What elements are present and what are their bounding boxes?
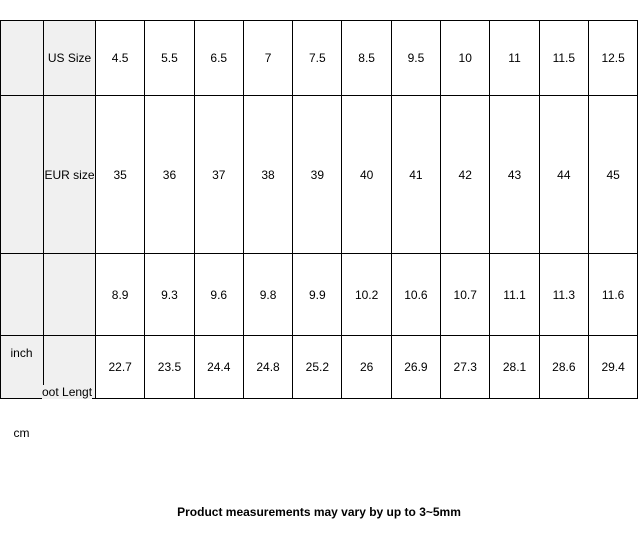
cell-us-6: 8.5	[342, 21, 391, 96]
table-row	[1, 96, 638, 254]
cell-eur-5: 39	[293, 96, 342, 254]
foot-length-label: oot Lengt	[42, 385, 93, 399]
cell-eur-4: 38	[243, 96, 292, 254]
cell-inch-5: 9.9	[293, 254, 342, 336]
cell-cm-9: 28.1	[490, 336, 539, 399]
row-spacer	[1, 21, 44, 96]
cell-inch-11: 11.6	[588, 254, 637, 336]
cell-eur-9: 43	[490, 96, 539, 254]
cell-inch-8: 10.7	[441, 254, 490, 336]
cell-cm-2: 23.5	[145, 336, 194, 399]
table-row	[1, 336, 638, 399]
cell-us-11: 12.5	[588, 21, 637, 96]
cell-cm-8: 27.3	[441, 336, 490, 399]
cell-us-8: 10	[441, 21, 490, 96]
cell-inch-6: 10.2	[342, 254, 391, 336]
cell-us-3: 6.5	[194, 21, 243, 96]
cell-us-1: 4.5	[96, 21, 145, 96]
cell-cm-3: 24.4	[194, 336, 243, 399]
cell-inch-2: 9.3	[145, 254, 194, 336]
cell-eur-3: 37	[194, 96, 243, 254]
unit-label-inch: inch	[10, 346, 33, 360]
cell-inch-7: 10.6	[391, 254, 440, 336]
cell-eur-7: 41	[391, 96, 440, 254]
footnote-text: Product measurements may vary by up to 3~5mm	[177, 505, 461, 519]
row-spacer	[1, 96, 44, 254]
cell-inch-9: 11.1	[490, 254, 539, 336]
cell-inch-10: 11.3	[539, 254, 588, 336]
cell-eur-10: 44	[539, 96, 588, 254]
cell-cm-1: 22.7	[96, 336, 145, 399]
cell-cm-6: 26	[342, 336, 391, 399]
cell-inch-1: 8.9	[96, 254, 145, 336]
cell-eur-8: 42	[441, 96, 490, 254]
table-row	[1, 21, 638, 96]
cell-cm-5: 25.2	[293, 336, 342, 399]
cell-us-2: 5.5	[145, 21, 194, 96]
cell-inch-4: 9.8	[243, 254, 292, 336]
cell-cm-10: 28.6	[539, 336, 588, 399]
cell-cm-11: 29.4	[588, 336, 637, 399]
row-spacer	[1, 254, 44, 336]
row-label-inch-blank	[44, 254, 96, 336]
cell-inch-3: 9.6	[194, 254, 243, 336]
cell-us-10: 11.5	[539, 21, 588, 96]
cell-eur-6: 40	[342, 96, 391, 254]
cell-eur-1: 35	[96, 96, 145, 254]
cell-cm-7: 26.9	[391, 336, 440, 399]
cell-eur-2: 36	[145, 96, 194, 254]
size-chart-table	[0, 20, 638, 399]
row-label-eur-size: EUR size	[44, 96, 96, 254]
table-row	[1, 254, 638, 336]
cell-us-5: 7.5	[293, 21, 342, 96]
cell-cm-4: 24.8	[243, 336, 292, 399]
unit-label-cm: cm	[13, 426, 30, 440]
row-spacer	[1, 336, 44, 399]
cell-eur-11: 45	[588, 96, 637, 254]
row-label-us-size: US Size	[44, 21, 96, 96]
cell-us-7: 9.5	[391, 21, 440, 96]
cell-us-4: 7	[243, 21, 292, 96]
cell-us-9: 11	[490, 21, 539, 96]
